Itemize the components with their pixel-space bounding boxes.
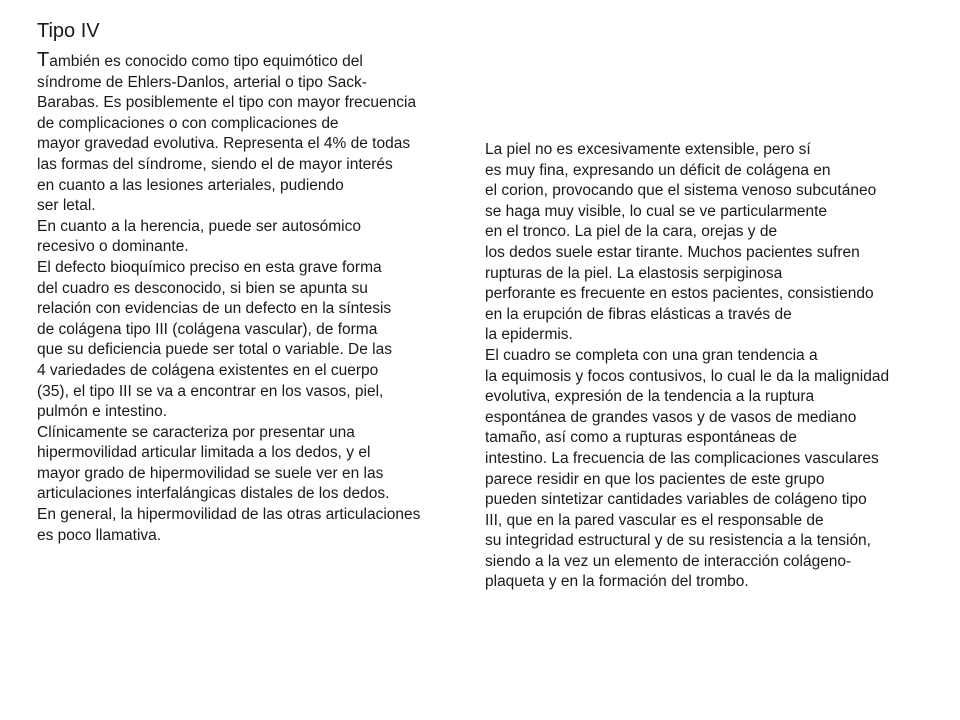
text-line: su integridad estructural y de su resistencia a la tensión, xyxy=(485,532,871,550)
text-line: en el tronco. La piel de la cara, orejas y de xyxy=(485,223,778,241)
text-line: evolutiva, expresión de la tendencia a la ruptura xyxy=(485,388,815,406)
text-line: Clínicamente se caracteriza por presentar una xyxy=(37,423,355,441)
text-line: El cuadro se completa con una gran tendencia a xyxy=(485,346,818,364)
text-line: el corion, provocando que el sistema venoso subcutáneo xyxy=(485,182,877,200)
text-line: espontánea de grandes vasos y de vasos de mediano xyxy=(485,408,857,426)
text-line: relación con evidencias de un defecto en la síntesis xyxy=(37,300,392,318)
text-line: parece residir en que los pacientes de este grupo xyxy=(485,470,825,488)
text-line xyxy=(37,50,420,73)
text-line: articulaciones interfalángicas distales de los dedos. xyxy=(37,485,390,503)
text-line: pulmón e intestino. xyxy=(37,403,168,421)
text-line: Barabas. Es posiblemente el tipo con mayor frecuencia xyxy=(37,94,417,112)
text-line: los dedos suele estar tirante. Muchos pacientes sufren xyxy=(485,243,860,261)
text-line: ser letal. xyxy=(37,197,96,215)
left-text-column xyxy=(37,50,420,546)
text-line: que su deficiencia puede ser total o variable. De las xyxy=(37,341,392,359)
text-line: 4 variedades de colágena existentes en el cuerpo xyxy=(37,361,379,379)
text-line: siendo a la vez un elemento de interacción colágeno- xyxy=(485,552,852,570)
text-line: la epidermis. xyxy=(485,326,573,344)
text-line: de colágena tipo III (colágena vascular), de forma xyxy=(37,320,378,338)
text-line: hipermovilidad articular limitada a los dedos, y el xyxy=(37,444,371,462)
text-line: rupturas de la piel. La elastosis serpiginosa xyxy=(485,264,783,282)
text-line: El defecto bioquímico preciso en esta grave forma xyxy=(37,258,382,276)
text-line: III, que en la pared vascular es el responsable de xyxy=(485,511,824,529)
text-line: intestino. La frecuencia de las complicaciones vasculares xyxy=(485,449,879,467)
text-line: se haga muy visible, lo cual se ve particularmente xyxy=(485,202,828,220)
text-line: En cuanto a la herencia, puede ser autosómico xyxy=(37,217,361,235)
text-line: mayor gravedad evolutiva. Representa el 4% de todas xyxy=(37,135,411,153)
text-line: en cuanto a las lesiones arteriales, pudiendo xyxy=(37,176,344,194)
text-line: es muy fina, expresando un déficit de colágena en xyxy=(485,161,831,179)
drop-cap: T xyxy=(37,49,50,71)
text-line: plaqueta y en la formación del trombo. xyxy=(485,573,749,591)
text-line: (35), el tipo III se va a encontrar en los vasos, piel, xyxy=(37,382,384,400)
text-line: en la erupción de fibras elásticas a través de xyxy=(485,305,792,323)
text-line: la equimosis y focos contusivos, lo cual le da la malignidad xyxy=(485,367,890,385)
text-line: las formas del síndrome, siendo el de mayor interés xyxy=(37,155,393,173)
text-line: perforante es frecuente en estos pacientes, consistiendo xyxy=(485,285,874,303)
text-line: tamaño, así como a rupturas espontáneas de xyxy=(485,429,797,447)
text-line: mayor grado de hipermovilidad se suele ver en las xyxy=(37,464,384,482)
text-line: recesivo o dominante. xyxy=(37,238,189,256)
text-line: de complicaciones o con complicaciones de xyxy=(37,114,339,132)
text-line: del cuadro es desconocido, si bien se apunta su xyxy=(37,279,368,297)
text-line: En general, la hipermovilidad de las otras articulaciones xyxy=(37,506,421,524)
right-text-column xyxy=(485,140,889,593)
text-line: La piel no es excesivamente extensible, pero sí xyxy=(485,141,811,158)
text-line: es poco llamativa. xyxy=(37,526,162,544)
slide-title: Tipo IV xyxy=(37,20,100,42)
text-line-rest: ambién es conocido como tipo equimótico del xyxy=(49,53,363,70)
text-line: pueden sintetizar cantidades variables de colágeno tipo xyxy=(485,491,867,509)
text-line: síndrome de Ehlers-Danlos, arterial o tipo Sack- xyxy=(37,73,367,91)
